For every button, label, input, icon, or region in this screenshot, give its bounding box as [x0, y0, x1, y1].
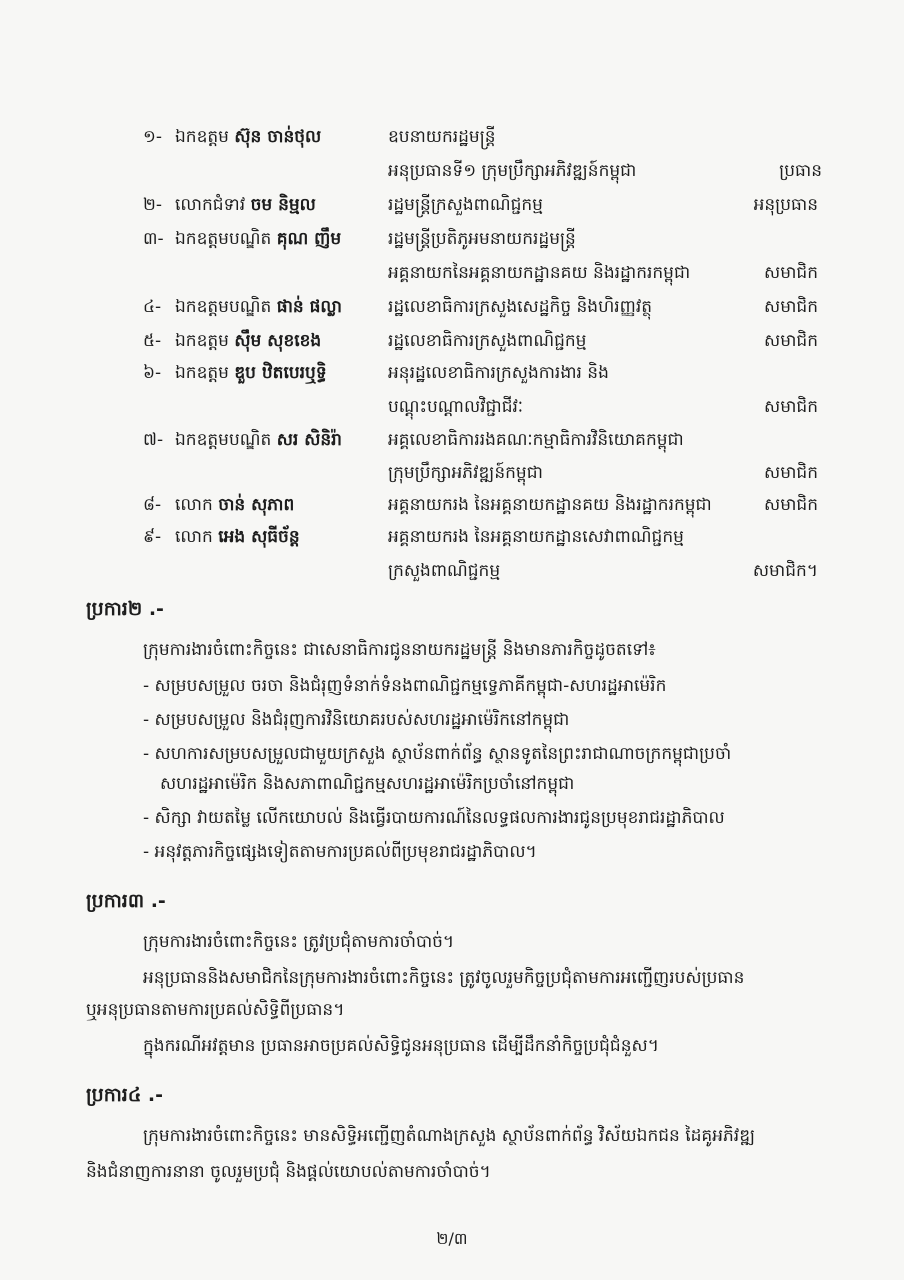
- member-name: ផាន់ ផល្លា: [276, 297, 342, 317]
- member-title: លោក អេង សុធីច័ន្ត: [175, 527, 300, 547]
- article-3-heading: ប្រការ៣ .-: [86, 890, 166, 912]
- member-number: ២-: [143, 195, 163, 215]
- member-number: ៨-: [143, 495, 162, 515]
- paragraph-line: ឬអនុប្រធានតាមការប្រគល់សិទ្ធិពីប្រធាន។: [86, 1000, 345, 1020]
- member-role: សមាជិក: [764, 331, 818, 351]
- paragraph-line: អនុប្រធាននិងសមាជិកនៃក្រុមការងារចំពោះកិច្ចនេះ ត្រូវចូលរួមកិច្ចប្រជុំតាមការអញ្ជើញរបស់ប្រធាន: [143, 968, 745, 988]
- list-item: - អនុវត្តភារកិច្ចផ្សេងទៀតតាមការប្រគល់ពីប្រមុខរាជរដ្ឋាភិបាល។: [143, 842, 537, 862]
- article-2-intro: ក្រុមការងារចំពោះកិច្ចនេះ ជាសេនាធិការជូននាយករដ្ឋមន្ត្រី និងមានភារកិច្ចដូចតទៅ៖: [143, 640, 656, 660]
- member-row: [0, 154, 904, 188]
- member-name: ស៊ឹម សុខខេង: [234, 331, 322, 351]
- member-name: ឌួប ឋិតបេរឬទ្ធិ: [234, 363, 327, 383]
- member-position: ក្រសួងពាណិជ្ជកម្ម: [388, 561, 501, 581]
- member-title: ឯកឧត្តមបណ្ឌិត សរ សិនិរ៉ា: [175, 430, 342, 450]
- member-row: [0, 554, 904, 588]
- member-number: ៣-: [143, 229, 164, 249]
- paragraph-line: ក្នុងករណីអវត្តមាន ប្រធានអាចប្រគល់សិទ្ធិជូនអនុប្រធាន ដើម្បីដឹកនាំកិច្ចប្រជុំជំនួស។: [143, 1036, 659, 1056]
- list-item: - សហការសម្របសម្រួលជាមួយក្រសួង ស្ថាប័នពាក់ព័ន្ធ ស្ថានទូតនៃព្រះរាជាណាចក្រកម្ពុជាប្រចាំ: [143, 744, 732, 764]
- member-row: [0, 456, 904, 490]
- member-position: អគ្គនាយកនៃអគ្គនាយកដ្ឋានគយ និងរដ្ឋាករកម្ពុជា: [388, 263, 691, 283]
- member-title: លោកជំទាវ ចម និម្មល: [175, 195, 316, 215]
- article-2-heading: ប្រការ២ .-: [86, 598, 164, 620]
- member-row: [0, 356, 904, 390]
- member-position: ក្រុមប្រឹក្សាអភិវឌ្ឍន៍កម្ពុជា: [388, 463, 543, 483]
- member-row: [0, 520, 904, 554]
- member-role: សមាជិក: [764, 463, 818, 483]
- article-4-heading: ប្រការ៤ .-: [86, 1084, 164, 1106]
- member-number: ១-: [143, 127, 163, 147]
- member-number: ៦-: [143, 363, 162, 383]
- paragraph-line: ក្រុមការងារចំពោះកិច្ចនេះ មានសិទ្ធិអញ្ជើញតំណាងក្រសួង ស្ថាប័នពាក់ព័ន្ធ វិស័យឯកជន ដៃគូអភិវឌ្ឍ: [143, 1126, 756, 1146]
- member-position: អនុរដ្ឋលេខាធិការក្រសួងការងារ និង: [388, 363, 609, 383]
- member-position: អគ្គនាយករង នៃអគ្គនាយកដ្ឋានសេវាពាណិជ្ជកម្ម: [388, 527, 684, 547]
- member-name: អេង សុធីច័ន្ត: [218, 527, 300, 547]
- member-row: [0, 488, 904, 522]
- list-item-continuation: សហរដ្ឋអាម៉េរិក និងសភាពាណិជ្ជកម្មសហរដ្ឋអាម៉េរិកប្រចាំនៅកម្ពុជា: [160, 774, 575, 794]
- member-row: [0, 324, 904, 358]
- list-item: - សម្របសម្រួល ចរចា និងជំរុញទំនាក់ទំនងពាណិជ្ជកម្មទ្វេភាគីកម្ពុជា-សហរដ្ឋអាម៉េរិក: [143, 676, 667, 696]
- member-title: ឯកឧត្តមបណ្ឌិត គុណ ញឹម: [175, 229, 342, 249]
- member-row: [0, 390, 904, 424]
- member-row: [0, 188, 904, 222]
- member-title: ឯកឧត្តម ស៊ុន ចាន់ថុល: [175, 127, 322, 147]
- member-position: ឧបនាយករដ្ឋមន្ត្រី: [388, 127, 496, 147]
- paragraph-line: ក្រុមការងារចំពោះកិច្ចនេះ ត្រូវប្រជុំតាមការចាំបាច់។: [143, 932, 455, 952]
- member-position: រដ្ឋមន្ត្រីប្រតិភូអមនាយករដ្ឋមន្ត្រី: [388, 229, 576, 249]
- member-name: ចម និម្មល: [250, 195, 316, 215]
- member-row: [0, 222, 904, 256]
- member-name: សរ សិនិរ៉ា: [276, 430, 342, 450]
- member-position: អគ្គនាយករង នៃអគ្គនាយកដ្ឋានគយ និងរដ្ឋាករកម្ពុជា: [388, 495, 712, 515]
- member-name: ស៊ុន ចាន់ថុល: [234, 127, 322, 147]
- member-role: សមាជិក: [764, 495, 818, 515]
- member-title: លោក ចាន់ សុភាព: [175, 495, 295, 515]
- member-role: ប្រធាន: [779, 161, 822, 181]
- list-item: - សិក្សា វាយតម្លៃ លើកយោបល់ និងធ្វើរបាយការណ៍នៃលទ្ធផលការងារជូនប្រមុខរាជរដ្ឋាភិបាល: [143, 808, 725, 828]
- member-position: អគ្គលេខាធិការរងគណៈកម្មាធិការវិនិយោគកម្ពុជា: [388, 430, 684, 450]
- member-role: អនុប្រធាន: [753, 195, 818, 215]
- member-position: រដ្ឋមន្ត្រីក្រសួងពាណិជ្ជកម្ម: [388, 195, 543, 215]
- member-number: ៩-: [143, 527, 162, 547]
- member-row: [0, 290, 904, 324]
- member-name: គុណ ញឹម: [276, 229, 342, 249]
- list-item: - សម្របសម្រួល និងជំរុញការវិនិយោគរបស់សហរដ្ឋអាម៉េរិកនៅកម្ពុជា: [143, 710, 570, 730]
- member-name: ចាន់ សុភាព: [218, 495, 295, 515]
- member-row: [0, 120, 904, 154]
- member-role: សមាជិក: [764, 397, 818, 417]
- member-title: ឯកឧត្តម ឌួប ឋិតបេរឬទ្ធិ: [175, 363, 327, 383]
- member-position: រដ្ឋលេខាធិការក្រសួងសេដ្ឋកិច្ច និងហិរញ្ញវត្ថុ: [388, 297, 653, 317]
- member-number: ៤-: [143, 297, 162, 317]
- member-number: ៧-: [143, 430, 164, 450]
- member-role: សមាជិក។: [752, 561, 818, 581]
- paragraph-line: និងជំនាញការនានា ចូលរួមប្រជុំ និងផ្តល់យោបល់តាមការចាំបាច់។: [86, 1162, 491, 1182]
- member-number: ៥-: [143, 331, 162, 351]
- member-row: [0, 256, 904, 290]
- member-role: សមាជិក: [764, 297, 818, 317]
- member-position: អនុប្រធានទី១ ក្រុមប្រឹក្សាអភិវឌ្ឍន៍កម្ពុជា: [388, 161, 637, 181]
- member-position: បណ្តុះបណ្តាលវិជ្ជាជីវៈ: [388, 397, 524, 417]
- member-title: ឯកឧត្តមបណ្ឌិត ផាន់ ផល្លា: [175, 297, 342, 317]
- member-role: សមាជិក: [764, 263, 818, 283]
- member-title: ឯកឧត្តម ស៊ឹម សុខខេង: [175, 331, 322, 351]
- member-position: រដ្ឋលេខាធិការក្រសួងពាណិជ្ជកម្ម: [388, 331, 587, 351]
- page-number: ២/៣: [436, 1229, 468, 1248]
- member-row: [0, 423, 904, 457]
